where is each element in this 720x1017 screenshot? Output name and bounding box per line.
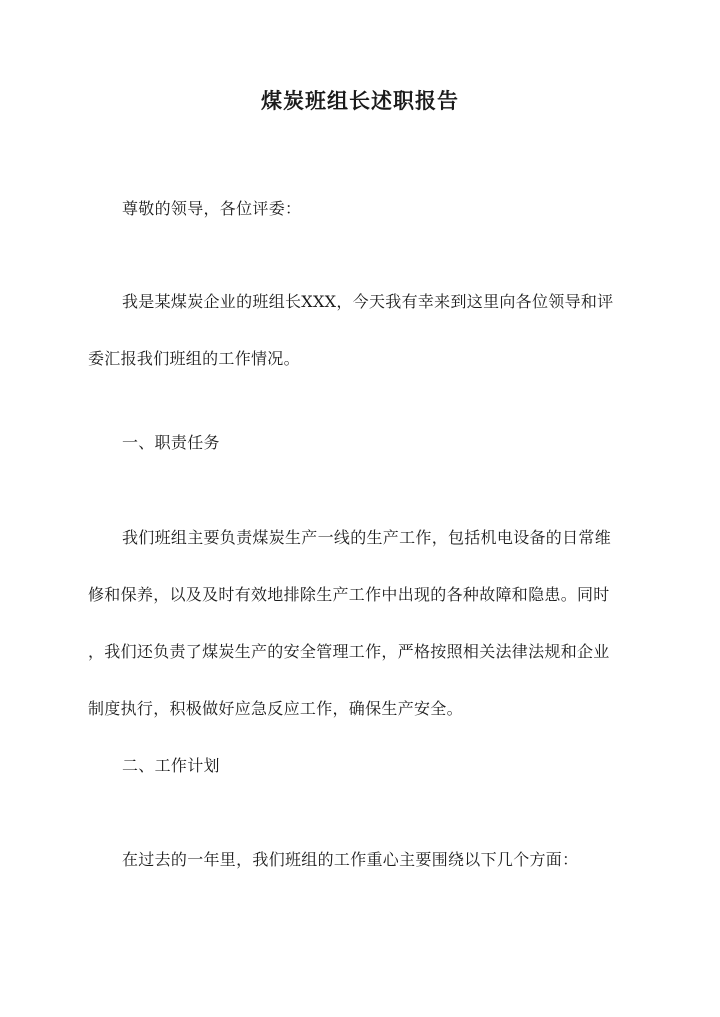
duties-paragraph bbox=[88, 509, 636, 737]
duties-line-2: 修和保养，以及及时有效地排除生产工作中出现的各种故障和隐患。同时 bbox=[88, 585, 610, 604]
intro-paragraph bbox=[88, 273, 636, 387]
plan-text: 在过去的一年里，我们班组的工作重心主要围绕以下几个方面： bbox=[122, 850, 579, 869]
section-heading-plan bbox=[88, 737, 636, 794]
greeting-text: 尊敬的领导，各位评委： bbox=[122, 199, 302, 218]
intro-line-1: 我是某煤炭企业的班组长XXX，今天我有幸来到这里向各位领导和评 bbox=[122, 292, 614, 311]
plan-paragraph bbox=[88, 831, 636, 888]
intro-line-2: 委汇报我们班组的工作情况。 bbox=[88, 349, 300, 368]
duties-line-4: 制度执行，积极做好应急反应工作，确保生产安全。 bbox=[88, 699, 463, 718]
greeting-paragraph bbox=[88, 180, 636, 237]
section-heading-plan-text: 二、工作计划 bbox=[122, 756, 220, 775]
section-heading-duties bbox=[88, 414, 636, 471]
duties-line-1: 我们班组主要负责煤炭生产一线的生产工作，包括机电设备的日常维 bbox=[122, 528, 612, 547]
document-title: 煤炭班组长述职报告 bbox=[261, 88, 459, 113]
duties-line-3: ，我们还负责了煤炭生产的安全管理工作，严格按照相关法律法规和企业 bbox=[88, 642, 610, 661]
section-heading-duties-text: 一、职责任务 bbox=[122, 433, 220, 452]
